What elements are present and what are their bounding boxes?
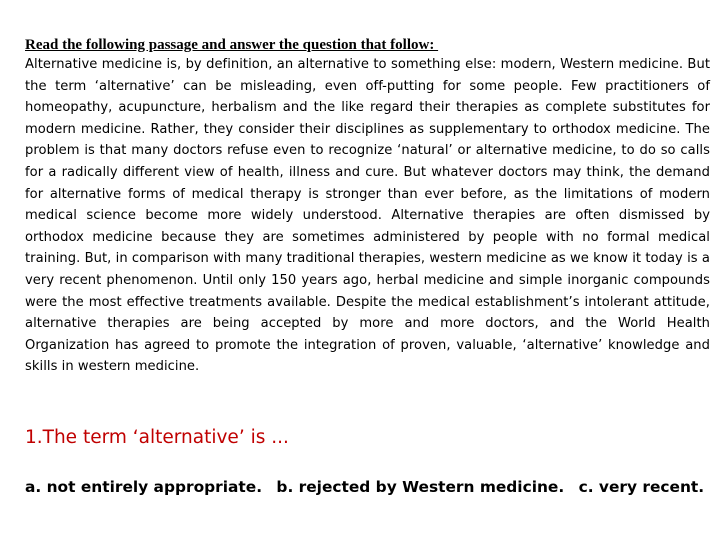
option-a[interactable]: a. not entirely appropriate. — [25, 478, 263, 496]
option-b[interactable]: b. rejected by Western medicine. — [276, 478, 565, 496]
instruction-heading: Read the following passage and answer the question that follow: — [25, 37, 439, 53]
document-body — [25, 36, 710, 378]
reading-passage: Alternative medicine is, by definition, an alternative to something else: modern, Western medicine. But the term ‘alternative’ can be misleading, even off-putting for some people. Few practitioners of homeopathy, acupuncture, herbalism and the like regard their therapies as complete substitutes for modern medicine. Rather, they consider their disciplines as supplementary to orthodox medicine. The problem is that many doctors refuse even to recognize ‘natural’ or alternative medicine, to do so calls for a radically different view of health, illness and cure. But whatever doctors may think, the demand for alternative forms of medical therapy is stronger than ever before, as the limitations of modern medical science become more widely understood. Alternative therapies are often dismissed by orthodox medicine because they are sometimes administered by people with no formal medical training. But, in comparison with many traditional therapies, western medicine as we know it today is a very recent phenomenon. Until only 150 years ago, herbal medicine and simple inorganic compounds were the most effective treatments available. Despite the medical establishment’s intolerant attitude, alternative therapies are being accepted by more and more doctors, and the World Health Organization has agreed to promote the integration of proven, valuable, ‘alternative’ knowledge and skills in western medicine. — [25, 57, 710, 375]
question-text: 1.The term ‘alternative’ is ... — [25, 427, 289, 448]
answer-options — [25, 478, 713, 496]
option-c[interactable]: c. very recent. — [578, 478, 705, 496]
